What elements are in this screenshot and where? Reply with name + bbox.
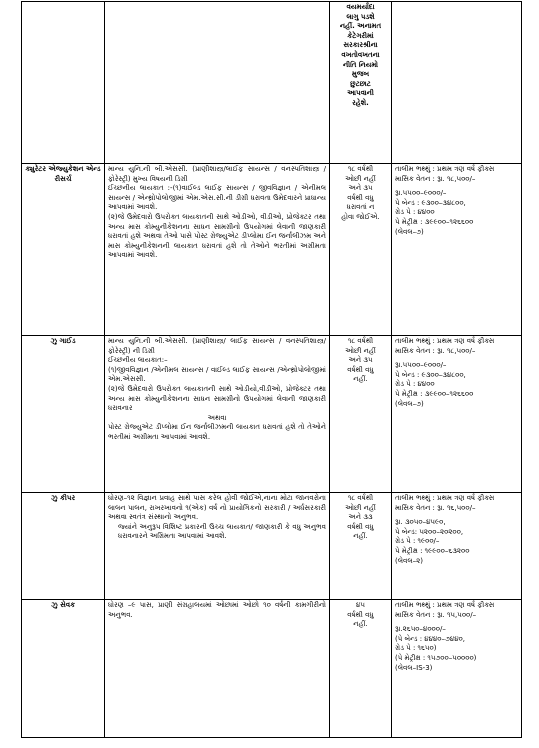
pay-line: ગ્રેડ પે : ૧૬૫૦)	[395, 644, 437, 653]
age-line: વખતોવખતના	[341, 50, 380, 59]
age-line: વર્ષથી વધુ	[347, 522, 374, 531]
pay-line: ગ્રેડ પે : ૧૯૦૦/–	[395, 537, 440, 546]
pay-line: પે બેન્ડ : ૯૩૦૦–૩૪૮૦૦,	[395, 198, 466, 207]
qualification-cell	[105, 336, 330, 493]
qualification-paragraph: માન્ય યુનિ.ની બી.એસસી. (પ્રાણીશાસ્ત્ર/લાઈફ સાયન્સ / વનસ્પતિશાસ્ત્ર / ફોરેસ્ટ્રી) મુખ્ય વિષયની ડિગ્રી	[108, 165, 326, 183]
post-name-cell	[22, 2, 105, 164]
table-row	[22, 2, 522, 164]
age-line: અને ૩૫	[348, 356, 373, 365]
table-row	[22, 600, 522, 738]
age-line: ૪૫	[356, 601, 365, 609]
pay-scale-cell	[392, 600, 522, 738]
pay-line: (લેવલ–૨)	[395, 556, 424, 565]
age-limit-cell	[330, 164, 392, 336]
age-line: કેટેગરીમાં	[347, 31, 374, 40]
pay-line: ગ્રેડ પે : ૪૪૦૦	[395, 208, 435, 217]
table-row	[22, 336, 522, 493]
post-name-cell: ક્યુરેટર એજ્યુકેશન એન્ડ રીસર્ચ	[22, 164, 105, 336]
pay-scale-cell	[392, 336, 522, 493]
age-line: નહીં.	[353, 620, 368, 629]
pay-line: પે બેન્ડ: ૫૨૦૦–૨૦૨૦૦,	[395, 527, 464, 536]
pay-line: રૂા.૫૫૦૦–૯૦૦૦/–	[395, 189, 447, 198]
pay-line: (લેવલ–૭)	[395, 227, 424, 236]
age-line: ઓછી નહીં	[345, 503, 376, 512]
qualification-cell	[105, 493, 330, 600]
pay-line: પે મેટ્રીક્ષ : ૩૯૯૦૦–૧૨૬૬૦૦	[395, 217, 474, 226]
age-line: સરકારશ્રીના	[343, 41, 378, 50]
age-line: નહીં.	[353, 532, 368, 541]
qualification-paragraph: જ્યાંને અનુરૂપ વિશિષ્ટ પ્રકારની ઉચ્ચ લાયકાત/ જાણકારી કે વધુ અનુભવ ધરાવનારને અગ્રિમતા આપવામાં આવશે.	[118, 522, 326, 541]
pay-scale-cell	[392, 164, 522, 336]
age-limit-cell	[330, 493, 392, 600]
age-line: ૧૮ વર્ષથી	[347, 337, 374, 345]
pay-line: (પે મેટ્રીક્ષ : ૧૫૭૦૦–૫૦૦૦૦)	[395, 653, 477, 662]
age-line: મુજબ	[351, 70, 370, 79]
table-row	[22, 493, 522, 600]
age-line: નહીં.	[353, 375, 368, 384]
qualification-paragraph: (૨)જે ઉમેદવારો ઉપરોક્ત લાયકાતની સાથે ઓડીઓ, વીડીઓ, પ્રોજેક્ટર તથા અન્ય માસ કોમ્યુનીકેશનના સાધન સામગ્રીનો ઉપયોગમાં લેવાની જાણકારી ધરાવતાં હશે અથવા તેઓ પાસે પોસ્ટ ગ્રેજ્યુએટ ડીપ્લોમા ઈન જર્નાલીઝમ અને માસ કોમ્યુનીકેશનની લાયકાત ધરાવતાં હશે તો તેઓને ભરતીમાં અગ્રીમતા આપવામાં આવશે.	[108, 212, 326, 260]
age-line: ધરાવતાં ન	[346, 203, 375, 212]
qualification-paragraph: ધોરણ–૧૨ વિજ્ઞાન પ્રવાહ સાથે પાસ કરેલ હોવી જોઈએ,નાના મોટા જાનવરોના લાલન પાલન, રાખરખાવનો ૧(એક) વર્ષ નો પ્રાયોગિકનો સરકારી / અર્ધસરકારી અથવા સ્વતંત્ર સંસ્થાનો અનુભવ.	[108, 494, 326, 522]
qualification-paragraph: ઈચ્છનીય લાયકાત:–	[108, 356, 168, 365]
pay-line: પે મેટ્રીક્ષ : ૧૯૯૦૦–૬૩૨૦૦	[395, 546, 470, 555]
age-line: ઓછી નહીં	[345, 346, 376, 355]
pay-line: તાલીમ ભથ્થું : પ્રથમ ત્રણ વર્ષ ફીક્સ	[395, 601, 495, 609]
age-line: અને ૩૩	[348, 513, 373, 522]
age-line: નીતિ નિયમો	[342, 60, 379, 69]
age-line: વર્ષથી વધુ	[347, 365, 374, 374]
age-limit-cell	[330, 336, 392, 493]
pay-line: તાલીમ ભથ્થું : પ્રથમ ત્રણ વર્ષ ફીક્સ	[395, 494, 495, 502]
qualification-paragraph: ધોરણ –૯ પાસ, પ્રાણી સંગ્રહાલયમાં ઓછામાં ઓછો ૧૦ વર્ષની કામગીરીનો અનુભવ.	[108, 601, 326, 619]
pay-line: રૂા.૨૬૫૦–૪૦૦૦/–	[395, 625, 446, 634]
age-line: વર્ષથી વધુ	[347, 193, 374, 202]
recruitment-table	[21, 1, 522, 738]
qualification-cell	[105, 164, 330, 336]
qualification-paragraph: (૨)જે ઉમેદવારો ઉપરોક્ત લાયકાતની સાથે ઓડીયો,વીડીઓ, પ્રોજેક્ટર તથા અન્ય માસ કોમ્યુનીકેશનના સાધન સામગ્રીનો ઉપયોગમાં લેવાની જાણકારી ધરાવનાર	[108, 384, 326, 413]
qualification-paragraph: અથવા	[207, 413, 227, 422]
pay-line: તાલીમ ભથ્થું : પ્રથમ ત્રણ વર્ષ ફીક્સ	[395, 337, 495, 345]
table-row	[22, 164, 522, 336]
age-line: અને ૩૫	[348, 184, 373, 193]
pay-line: રૂા. ૩૦૫૦–૪૫૯૦,	[395, 518, 446, 527]
age-limit-cell	[330, 2, 392, 164]
age-line: નહીં. અનામત	[339, 22, 382, 31]
qualification-cell	[105, 600, 330, 738]
post-name-cell: ઝુ સેવક	[22, 600, 105, 738]
pay-line: (લેવલ–IS-3)	[395, 663, 433, 672]
age-line: ૧૮ વર્ષથી	[347, 165, 374, 173]
pay-line: તાલીમ ભથ્થું : પ્રથમ ત્રણ વર્ષ ફીક્સ	[395, 165, 495, 173]
pay-line: માસિક વેતન : રૂા. ૧૮,૫૦૦/–	[395, 346, 476, 355]
age-line: લાગુ પડશે	[346, 12, 375, 21]
qualification-paragraph: (૧)જીવવિજ્ઞાન /એનીમલ સાયન્સ / વાઈલ્ડ લાઈફ સાયન્સ /એન્થ્રોપોલોજીમાં એમ.એસસી.	[108, 365, 326, 384]
pay-scale-cell	[392, 493, 522, 600]
qualification-paragraph: ઈચ્છનીય લાયકાત :-(૧)વાઈલ્ડ લાઈફ સાયન્સ / જીવવિજ્ઞાન / એનીમલ સાયન્સ / એન્થ્રોપોલોજીમાં એમ.એસ.સી.ની ડીગ્રી ધરાવતા ઉમેદવારને પ્રાધાન્ય આપવામાં આવશે.	[108, 184, 326, 212]
age-line: છુટછાટ	[350, 79, 371, 88]
pay-line: રૂા.૫૫૦૦–૯૦૦૦/–	[395, 361, 447, 370]
post-name-cell: ઝુ ગાઈડ	[22, 336, 105, 493]
pay-line: પે બેન્ડ : ૯૩૦૦–૩૪૮૦૦,	[395, 370, 466, 379]
age-line: રહેશે.	[352, 98, 369, 107]
qualification-paragraph: માન્ય યુનિ.ની બી.એસસી. (પ્રાણીશાસ્ત્ર/ લાઈફ સાયન્સ / વનસ્પતિશાસ્ત્ર/ ફોરેસ્ટ્રી) ની ડિગ્રી	[108, 337, 326, 355]
pay-line: માસિક વેતન : રૂા. ૧૮,૫૦૦/–	[395, 174, 476, 183]
age-line: વયમર્યાદા	[346, 3, 375, 11]
pay-line: પે મેટ્રીક્ષ : ૩૯૯૦૦–૧૨૬૬૦૦	[395, 389, 474, 398]
pay-line: (લેવલ–૭)	[395, 399, 424, 408]
age-line: આપવાની	[347, 89, 374, 98]
age-line: ૧૮ વર્ષથી	[347, 494, 374, 502]
age-line: ઓછી નહીં	[345, 174, 376, 183]
pay-line: માસિક વેતન : રૂા. ૧૫,૫૦૦/–	[395, 610, 477, 619]
pay-line: માસિક વેતન : રૂા. ૧૬,૫૦૦/–	[395, 503, 476, 512]
age-line: વર્ષથી વધુ	[347, 610, 374, 619]
pay-line: (પે બેન્ડ : ૪૪૪૦–૭૪૪૦,	[395, 634, 465, 643]
age-limit-cell	[330, 600, 392, 738]
qualification-paragraph: પોસ્ટ ગ્રેજ્યુએટ ડીપ્લોમા ઈન જર્નાલીઝમની લાયકાત ધરાવતાં હશે તો તેઓને ભરતીમાં અગ્રીમતા આપવામાં આવશે.	[108, 423, 326, 441]
pay-scale-cell	[392, 2, 522, 164]
post-name-cell: ઝુ કીપર	[22, 493, 105, 600]
age-line: હોવા જોઈએ.	[341, 212, 380, 221]
qualification-cell	[105, 2, 330, 164]
pay-line: ગ્રેડ પે : ૪૪૦૦	[395, 380, 435, 389]
